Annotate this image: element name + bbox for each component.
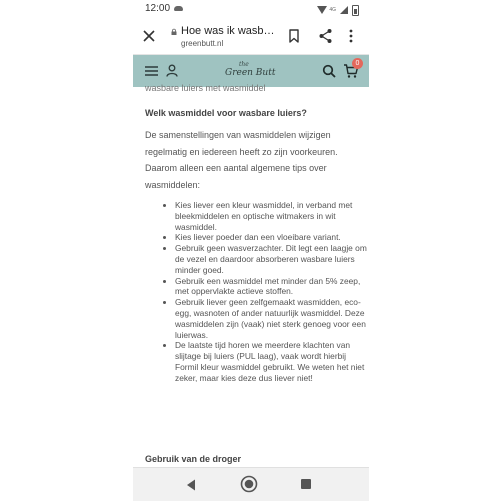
signal-icon — [340, 6, 348, 14]
list-item: • Gebruik een wasmiddel met minder dan 5% zeep, met oppervlakte actieve stoffen. — [175, 276, 371, 298]
tips-list — [161, 200, 371, 384]
cut-off-text — [145, 83, 295, 96]
back-icon[interactable] — [184, 478, 198, 492]
list-item: • Gebruik geen wasverzachter. Dit legt een laagje om de vezel en daardoor absorberen wasbare luiers minder goed. — [175, 243, 371, 275]
android-nav-bar — [133, 467, 369, 501]
list-item: • Kies liever poeder dan een vloeibare variant. — [175, 232, 371, 243]
phone-screen — [133, 0, 369, 500]
logo-small-text: the — [239, 61, 249, 68]
intro-paragraph: De samenstellingen van wasmiddelen wijzigen regelmatig en iedereen heeft zo zijn voorkeuren. Daarom alleen een aantal algemene tips over wasmiddelen: — [145, 130, 338, 190]
status-icons — [317, 4, 359, 16]
network-type: 4G — [329, 7, 336, 13]
logo-text: Green Butt — [225, 68, 276, 78]
list-item: • De laatste tijd horen we meerdere klachten van slijtage bij luiers (PUL laag), vaak wordt hierbij Formil kleur wasmiddel gebruikt. We weten het niet zeker, maar kies deze dus liever niet! — [175, 340, 371, 383]
cloud-icon — [174, 6, 183, 11]
home-icon[interactable] — [240, 475, 258, 493]
list-item: • Kies liever een kleur wasmiddel, in verband met bleekmiddelen en optische witmakers in wit wasmiddel. — [175, 200, 371, 232]
section-heading-droger: Gebruik van de droger — [145, 454, 242, 464]
status-bar — [133, 0, 369, 20]
lock-icon — [171, 29, 177, 35]
hamburger-icon[interactable] — [145, 66, 158, 76]
cut-off-text-line: wasbare luiers met wasmiddel — [145, 83, 266, 93]
page-title[interactable]: Hoe was ik wasb… — [181, 25, 275, 37]
list-item: • Gebruik liever geen zelfgemaakt wasmidden, eco-egg, wasnoten of ander natuurlijk wasmiddel. Deze wasmiddelen zijn (vaak) niet sterk genoeg voor een luierwas. — [175, 297, 371, 340]
recents-icon[interactable] — [301, 479, 311, 489]
user-icon[interactable] — [166, 64, 178, 77]
share-icon[interactable] — [318, 28, 333, 44]
status-time: 12:00 — [145, 3, 171, 14]
cart-count-badge: 0 — [352, 58, 363, 69]
browser-toolbar — [133, 20, 369, 55]
more-icon[interactable] — [348, 28, 354, 44]
bookmark-icon[interactable] — [287, 28, 301, 44]
page-url[interactable]: greenbutt.nl — [181, 39, 224, 48]
search-icon[interactable] — [322, 64, 336, 78]
battery-icon — [352, 5, 359, 16]
close-icon[interactable] — [141, 28, 157, 44]
wifi-icon — [317, 6, 327, 14]
site-logo[interactable] — [225, 61, 277, 83]
section-heading-wasmiddel: Welk wasmiddel voor wasbare luiers? — [145, 108, 307, 118]
